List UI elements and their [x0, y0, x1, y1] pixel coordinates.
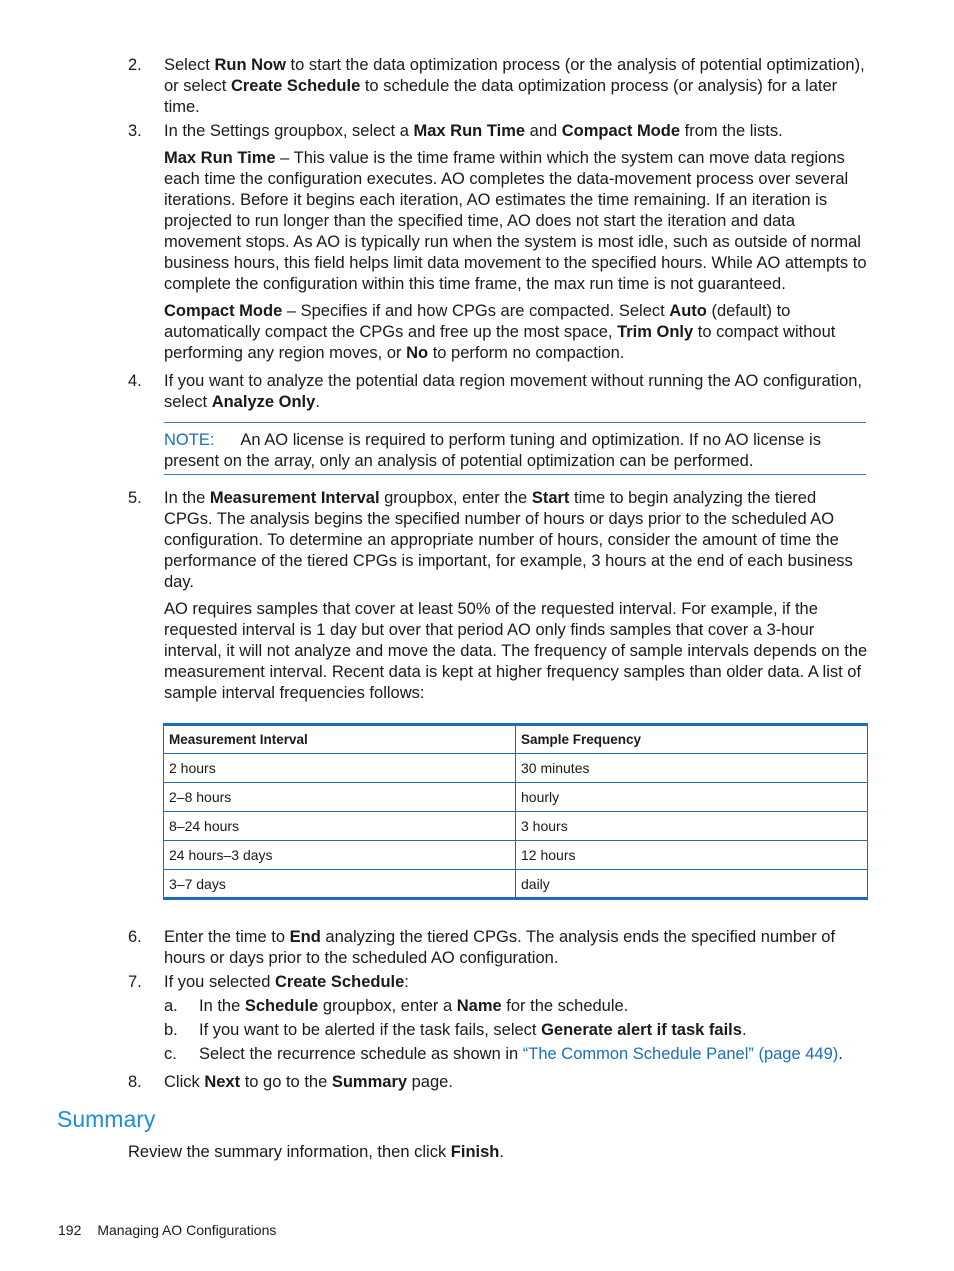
step-number: 6.	[128, 928, 142, 946]
substep-a	[164, 996, 868, 1017]
step-6	[128, 927, 868, 969]
substep-b	[164, 1020, 868, 1041]
step-4	[128, 371, 868, 413]
step-text: If you selected Create Schedule:	[164, 973, 409, 991]
substep-text: In the Schedule groupbox, enter a Name for the schedule.	[199, 997, 629, 1015]
table-cell: 8–24 hours	[164, 812, 516, 841]
bold-term: Next	[204, 1073, 241, 1091]
bold-term: Compact Mode	[561, 122, 681, 140]
step-number: 3.	[128, 122, 142, 140]
bold-term: Schedule	[244, 997, 319, 1015]
summary-body: Review the summary information, then click Finish.	[128, 1143, 504, 1161]
compact-mode-description: Compact Mode – Specifies if and how CPGs are compacted. Select Auto (default) to automatically compact the CPGs and free up the most space, Trim Only to compact without performing any region moves, or No to perform no compaction.	[164, 302, 836, 362]
bold-term: Name	[456, 997, 502, 1015]
step-3	[128, 121, 868, 142]
bold-term: Create Schedule	[274, 973, 405, 991]
step-8	[128, 1072, 868, 1093]
bold-term: Max Run Time	[413, 122, 526, 140]
table-cell: 2–8 hours	[164, 783, 516, 812]
section-heading-summary: Summary	[57, 1106, 156, 1132]
step-number: 2.	[128, 56, 142, 74]
table-row	[164, 841, 868, 870]
footer-title: Managing AO Configurations	[97, 1222, 277, 1238]
sample-frequency-table	[163, 723, 868, 900]
table-cell: daily	[516, 870, 868, 899]
table-cell: 3–7 days	[164, 870, 516, 899]
page-footer	[58, 1222, 276, 1238]
step-number: 7.	[128, 973, 142, 991]
table-row	[164, 783, 868, 812]
table-cell: 24 hours–3 days	[164, 841, 516, 870]
substep-text: If you want to be alerted if the task fails, select Generate alert if task fails.	[199, 1021, 747, 1039]
substep-text: Select the recurrence schedule as shown in “The Common Schedule Panel” (page 449).	[199, 1045, 843, 1063]
samples-description: AO requires samples that cover at least 50% of the requested interval. For example, if the requested interval is 1 day but over that period AO only finds samples that cover a 3-hour interval, it will not analyze and move the data. The frequency of sample intervals depends on the measurement interval. Recent data is kept at higher frequency samples than older data. A list of sample interval frequencies follows:	[164, 600, 868, 702]
step-text: In the Settings groupbox, select a Max Run Time and Compact Mode from the lists.	[164, 122, 783, 140]
step-number: 4.	[128, 372, 142, 390]
table-cell: 12 hours	[516, 841, 868, 870]
cross-reference-link[interactable]: “The Common Schedule Panel” (page 449)	[522, 1045, 839, 1063]
bold-term: Create Schedule	[230, 77, 361, 95]
table-row	[164, 812, 868, 841]
bold-term: No	[406, 344, 429, 362]
table-cell: 2 hours	[164, 754, 516, 783]
bold-term: End	[289, 928, 321, 946]
bold-term: Summary	[331, 1073, 408, 1091]
step-text: Enter the time to End analyzing the tiered CPGs. The analysis ends the specified number of hours or days prior to the scheduled AO configuration.	[164, 928, 836, 967]
substep-letter: a.	[164, 997, 178, 1015]
summary-text	[128, 1142, 868, 1163]
bold-term: Finish	[450, 1143, 500, 1161]
table-header-row	[164, 725, 868, 754]
step-text: If you want to analyze the potential data region movement without running the AO configuration, select Analyze Only.	[164, 372, 863, 411]
column-header: Sample Frequency	[516, 725, 868, 754]
note-box	[164, 422, 866, 475]
max-run-time-description: Max Run Time – This value is the time frame within which the system can move data regions each time the configuration executes. AO completes the data-movement process over several iterations. Before it begins each iteration, AO estimates the time remaining. If an iteration is projected to run longer than the specified time, AO does not start the iteration and data movement stops. As AO is typically run when the system is most idle, such as outside of normal business hours, this field helps limit data movement to the specified hours. While AO attempts to complete the configuration within this time frame, the max run time is not guaranteed.	[164, 149, 867, 293]
note-label: NOTE:	[164, 431, 215, 449]
step-text: In the Measurement Interval groupbox, enter the Start time to begin analyzing the tiered CPGs. The analysis begins the specified number of hours or days prior to the scheduled AO configuration. To determine an appropriate number of hours, consider the amount of time the performance of the tiered CPGs is important, for example, 3 hours at the end of each business day.	[164, 489, 853, 591]
step-text: Click Next to go to the Summary page.	[164, 1073, 453, 1091]
substep-c	[164, 1044, 868, 1065]
step-text: Select Run Now to start the data optimization process (or the analysis of potential optimization), or select Create Schedule to schedule the data optimization process (or analysis) for a later time.	[164, 56, 865, 116]
step-number: 5.	[128, 489, 142, 507]
bold-term: Max Run Time	[164, 149, 276, 167]
bold-term: Analyze Only	[211, 393, 316, 411]
bold-term: Auto	[669, 302, 707, 320]
table-cell: hourly	[516, 783, 868, 812]
bold-term: Start	[531, 489, 570, 507]
table-row	[164, 754, 868, 783]
step-number: 8.	[128, 1073, 142, 1091]
bold-term: Measurement Interval	[209, 489, 380, 507]
page-number: 192	[58, 1222, 82, 1238]
column-header: Measurement Interval	[164, 725, 516, 754]
step-7	[128, 972, 868, 993]
table-cell: 3 hours	[516, 812, 868, 841]
bold-term: Generate alert if task fails	[541, 1021, 742, 1039]
table-cell: 30 minutes	[516, 754, 868, 783]
substep-letter: c.	[164, 1045, 177, 1063]
table-row	[164, 870, 868, 899]
note-text: An AO license is required to perform tuning and optimization. If no AO license is present on the array, only an analysis of potential optimization can be performed.	[164, 431, 821, 470]
bold-term: Compact Mode	[164, 302, 283, 320]
step-2	[128, 55, 868, 118]
substep-letter: b.	[164, 1021, 178, 1039]
step-5	[128, 488, 868, 593]
bold-term: Run Now	[214, 56, 286, 74]
bold-term: Trim Only	[617, 323, 694, 341]
